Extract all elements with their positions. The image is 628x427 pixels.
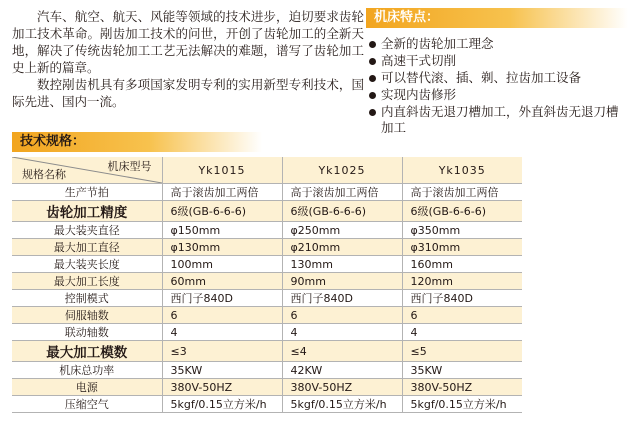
spec-value: 35KW (162, 362, 282, 379)
spec-value: φ130mm (162, 239, 282, 256)
spec-row (12, 239, 522, 256)
spec-label: 控制模式 (12, 290, 162, 307)
feature-text: 实现内齿修形 (381, 87, 457, 102)
spec-corner-cell (12, 157, 162, 184)
spec-value: 130mm (282, 256, 402, 273)
spec-row (12, 201, 522, 222)
intro-paragraph-2: 数控剐齿机具有多项国家发明专利的实用新型专利技术，国际先进、国内一流。 (12, 77, 364, 109)
spec-value: 5kgf/0.15立方米/h (282, 396, 402, 413)
spec-label: 最大加工直径 (12, 239, 162, 256)
spec-value: 160mm (402, 256, 522, 273)
spec-row (12, 307, 522, 324)
bullet-icon (369, 75, 376, 82)
spec-label: 最大加工模数 (12, 341, 162, 362)
spec-row (12, 324, 522, 341)
model-header-1: Yk1015 (162, 157, 282, 184)
corner-label-spec: 规格名称 (22, 168, 66, 181)
spec-label: 最大加工长度 (12, 273, 162, 290)
spec-value: 高于滚齿加工两倍 (402, 184, 522, 201)
spec-label: 最大装夹直径 (12, 222, 162, 239)
spec-value: 5kgf/0.15立方米/h (162, 396, 282, 413)
spec-label: 最大装夹长度 (12, 256, 162, 273)
bullet-icon (369, 92, 376, 99)
spec-header-row (12, 157, 522, 184)
feature-item (368, 70, 624, 86)
spec-value: φ150mm (162, 222, 282, 239)
spec-value: ≤3 (162, 341, 282, 362)
feature-text: 内直斜齿无退刀槽加工，外直斜齿无退刀槽加工 (381, 104, 619, 135)
corner-label-model: 机床型号 (107, 160, 152, 173)
specs-heading: 技术规格： (12, 132, 262, 152)
spec-value: 6级(GB-6-6-6) (162, 201, 282, 222)
spec-value: 120mm (402, 273, 522, 290)
spec-value: 100mm (162, 256, 282, 273)
spec-row (12, 256, 522, 273)
spec-value: 35KW (402, 362, 522, 379)
model-header-3: Yk1035 (402, 157, 522, 184)
spec-value: 5kgf/0.15立方米/h (402, 396, 522, 413)
features-heading: 机床特点： (366, 8, 628, 28)
spec-value: 380V-50HZ (162, 379, 282, 396)
bullet-icon (369, 58, 376, 65)
spec-value: 4 (162, 324, 282, 341)
spec-label: 生产节拍 (12, 184, 162, 201)
spec-value: 4 (402, 324, 522, 341)
feature-text: 高速干式切削 (381, 53, 457, 68)
spec-value: ≤4 (282, 341, 402, 362)
spec-value: 西门子840D (282, 290, 402, 307)
spec-value: φ210mm (282, 239, 402, 256)
spec-row (12, 396, 522, 413)
spec-value: 6 (162, 307, 282, 324)
feature-item (368, 87, 624, 103)
bullet-icon (369, 109, 376, 116)
spec-value: 380V-50HZ (282, 379, 402, 396)
feature-item (368, 104, 624, 136)
spec-value: 西门子840D (162, 290, 282, 307)
spec-label: 联动轴数 (12, 324, 162, 341)
spec-row (12, 362, 522, 379)
spec-label: 机床总功率 (12, 362, 162, 379)
feature-text: 全新的齿轮加工理念 (381, 36, 494, 51)
feature-item (368, 36, 624, 52)
spec-value: 42KW (282, 362, 402, 379)
spec-value: 6 (282, 307, 402, 324)
intro-paragraph-1: 汽车、航空、航天、风能等领域的技术进步，迫切要求齿轮加工技术革命。剐齿加工技术的问世，开创了齿轮加工的全新天地，解决了传统齿轮加工工艺无法解决的难题，谱写了齿轮加工史上新的篇章。 (12, 9, 364, 75)
spec-value: 高于滚齿加工两倍 (162, 184, 282, 201)
spec-value: φ250mm (282, 222, 402, 239)
spec-row (12, 222, 522, 239)
spec-value: 高于滚齿加工两倍 (282, 184, 402, 201)
feature-text: 可以替代滚、插、剃、拉齿加工设备 (381, 70, 582, 85)
spec-row (12, 290, 522, 307)
spec-value: 60mm (162, 273, 282, 290)
spec-row (12, 184, 522, 201)
spec-value: 380V-50HZ (402, 379, 522, 396)
spec-value: 6级(GB-6-6-6) (402, 201, 522, 222)
spec-table (12, 157, 522, 413)
spec-value: 4 (282, 324, 402, 341)
spec-label: 电源 (12, 379, 162, 396)
spec-value: 90mm (282, 273, 402, 290)
spec-value: 西门子840D (402, 290, 522, 307)
spec-value: ≤5 (402, 341, 522, 362)
spec-value: 6级(GB-6-6-6) (282, 201, 402, 222)
bullet-icon (369, 41, 376, 48)
spec-label: 伺服轴数 (12, 307, 162, 324)
intro-text (12, 8, 364, 110)
features-list (368, 36, 624, 137)
spec-label: 齿轮加工精度 (12, 201, 162, 222)
feature-item (368, 53, 624, 69)
spec-value: φ350mm (402, 222, 522, 239)
spec-row (12, 273, 522, 290)
model-header-2: Yk1025 (282, 157, 402, 184)
spec-value: φ310mm (402, 239, 522, 256)
spec-label: 压缩空气 (12, 396, 162, 413)
spec-row (12, 341, 522, 362)
spec-row (12, 379, 522, 396)
spec-value: 6 (402, 307, 522, 324)
